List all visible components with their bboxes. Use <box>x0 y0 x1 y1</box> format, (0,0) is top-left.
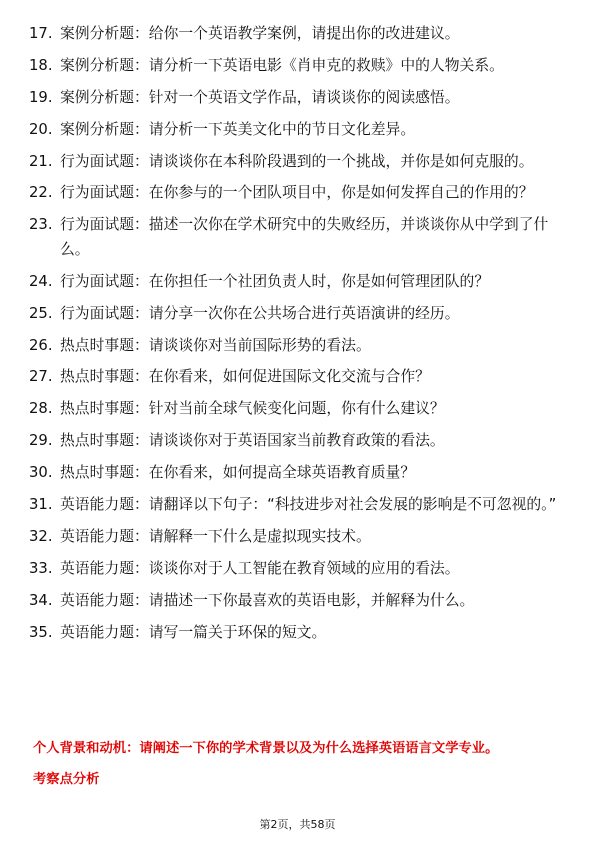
question-item <box>29 365 569 390</box>
question-item <box>29 461 569 486</box>
question-number: 21. <box>29 152 53 170</box>
question-item <box>29 397 569 422</box>
question-number: 23. <box>29 216 53 234</box>
question-item <box>29 213 569 262</box>
question-text: 英语能力题：请写一篇关于环保的短文。 <box>60 623 327 641</box>
question-text: 热点时事题：在你看来，如何提高全球英语教育质量？ <box>60 464 416 482</box>
question-list <box>29 22 569 652</box>
question-number: 30. <box>29 464 53 482</box>
question-item <box>29 589 569 614</box>
question-number: 19. <box>29 88 53 106</box>
question-number: 26. <box>29 336 53 354</box>
question-text: 热点时事题：在你看来，如何促进国际文化交流与合作？ <box>60 368 430 386</box>
question-number: 31. <box>29 495 53 513</box>
question-number: 25. <box>29 304 53 322</box>
question-item <box>29 429 569 454</box>
question-number: 28. <box>29 400 53 418</box>
question-item <box>29 334 569 359</box>
question-item <box>29 525 569 550</box>
question-item <box>29 302 569 327</box>
question-item <box>29 557 569 582</box>
question-number: 33. <box>29 559 53 577</box>
question-text: 案例分析题：给你一个英语教学案例，请提出你的改进建议。 <box>60 25 460 42</box>
question-text: 行为面试题：请分享一次你在公共场合进行英语演讲的经历。 <box>60 304 460 322</box>
question-text: 行为面试题：描述一次你在学术研究中的失败经历，并谈谈你从中学到了什么。 <box>60 216 549 258</box>
question-text: 行为面试题：在你参与的一个团队项目中，你是如何发挥自己的作用的？ <box>60 184 534 202</box>
question-number: 34. <box>29 591 53 609</box>
page-number-footer: 第2页，共58页 <box>259 818 336 831</box>
question-item <box>29 621 569 646</box>
question-text: 热点时事题：请谈谈你对当前国际形势的看法。 <box>60 336 371 354</box>
question-number: 17. <box>29 25 53 42</box>
section-subheading: 考察点分析 <box>33 772 100 787</box>
section-heading: 个人背景和动机：请阐述一下你的学术背景以及为什么选择英语语言文学专业。 <box>33 741 499 756</box>
question-item <box>29 493 569 518</box>
question-number: 35. <box>29 623 53 641</box>
question-text: 英语能力题：请解释一下什么是虚拟现实技术。 <box>60 527 371 545</box>
question-item <box>29 22 569 47</box>
question-item <box>29 86 569 111</box>
question-item <box>29 150 569 175</box>
question-number: 27. <box>29 368 53 386</box>
question-text: 英语能力题：谈谈你对于人工智能在教育领域的应用的看法。 <box>60 559 460 577</box>
question-text: 行为面试题：在你担任一个社团负责人时，你是如何管理团队的？ <box>60 272 490 290</box>
question-text: 案例分析题：请分析一下英美文化中的节日文化差异。 <box>60 120 416 138</box>
question-number: 20. <box>29 120 53 138</box>
question-text: 英语能力题：请描述一下你最喜欢的英语电影，并解释为什么。 <box>60 591 475 609</box>
question-text: 热点时事题：针对当前全球气候变化问题，你有什么建议？ <box>60 400 445 418</box>
question-item <box>29 181 569 206</box>
question-item <box>29 118 569 143</box>
question-text: 案例分析题：请分析一下英语电影《肖申克的救赎》中的人物关系。 <box>60 56 504 74</box>
question-text: 案例分析题：针对一个英语文学作品，请谈谈你的阅读感悟。 <box>60 88 460 106</box>
question-number: 24. <box>29 272 53 290</box>
question-number: 29. <box>29 432 53 450</box>
question-text: 英语能力题：请翻译以下句子：“科技进步对社会发展的影响是不可忽视的。” <box>60 495 557 513</box>
question-number: 18. <box>29 56 53 74</box>
question-item <box>29 270 569 295</box>
question-text: 热点时事题：请谈谈你对于英语国家当前教育政策的看法。 <box>60 432 445 450</box>
question-number: 22. <box>29 184 53 202</box>
question-item <box>29 54 569 79</box>
question-text: 行为面试题：请谈谈你在本科阶段遇到的一个挑战，并你是如何克服的。 <box>60 152 534 170</box>
question-number: 32. <box>29 527 53 545</box>
